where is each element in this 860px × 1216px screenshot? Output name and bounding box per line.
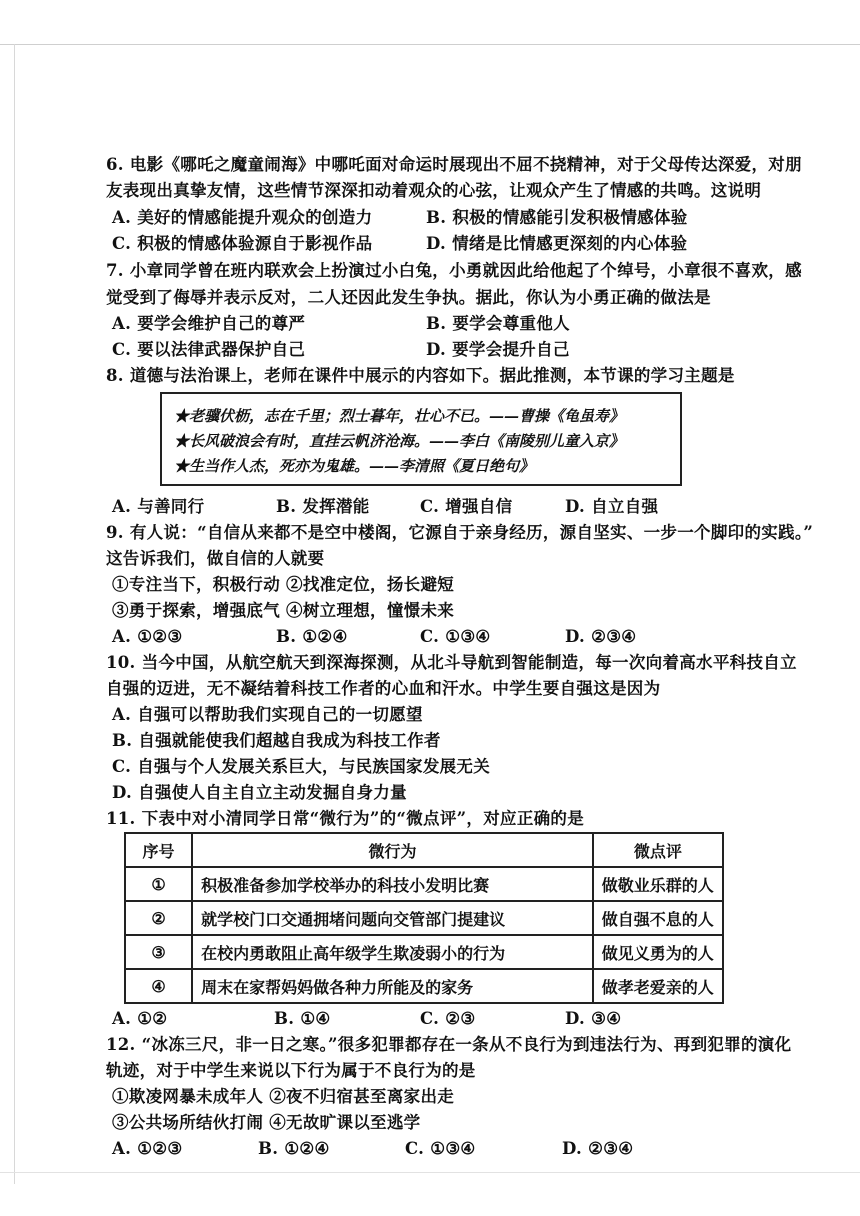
q9-option-d: D. ②③④ [565,627,637,646]
table-cell-comment: 做自强不息的人 [593,901,723,935]
table-cell-behavior: 周末在家帮妈妈做各种力所能及的家务 [192,969,593,1003]
q11-stem: 11. 下表中对小清同学日常“微行为”的“微点评”，对应正确的是 [106,809,585,828]
q12-option-b: B. ①②④ [258,1139,330,1158]
page-top-border [0,44,860,45]
q10-stem-line2: 自强的迈进，无不凝结着科技工作者的心血和汗水。中学生要自强这是因为 [106,679,661,698]
table-cell-behavior: 在校内勇敢阻止高年级学生欺凌弱小的行为 [192,935,593,969]
q10-option-d: D. 自强使人自主自立主动发掘自身力量 [112,783,407,802]
q12-stem-line2: 轨迹，对于中学生来说以下行为属于不良行为的是 [106,1061,476,1080]
table-header-row [125,833,723,867]
q10-option-a: A. 自强可以帮助我们实现自己的一切愿望 [112,705,423,724]
q7-option-b: B. 要学会尊重他人 [426,314,570,333]
q7-stem-line2: 觉受到了侮辱并表示反对，二人还因此发生争执。据此，你认为小勇正确的做法是 [106,288,711,307]
table-cell-index: ① [125,867,192,901]
q11-behavior-table [124,832,724,1004]
table-cell-comment: 做见义勇为的人 [593,935,723,969]
table-cell-comment: 做敬业乐群的人 [593,867,723,901]
table-row [125,901,723,935]
q8-quote-3: ★生当作人杰，死亦为鬼雄。——李清照《夏日绝句》 [174,457,535,475]
table-cell-index: ③ [125,935,192,969]
page-left-border [14,44,15,1184]
q12-option-a: A. ①②③ [112,1139,183,1158]
q10-option-b: B. 自强就能使我们超越自我成为科技工作者 [112,731,441,750]
q7-stem-line1: 7. 小章同学曾在班内联欢会上扮演过小白兔，小勇就因此给他起了个绰号，小章很不喜欢，感 [106,261,802,280]
q8-stem: 8. 道德与法治课上，老师在课件中展示的内容如下。据此推测，本节课的学习主题是 [106,366,735,385]
page-bottom-border [0,1172,860,1173]
q6-option-c: C. 积极的情感体验源自于影视作品 [112,234,373,253]
q6-option-b: B. 积极的情感能引发积极情感体验 [426,208,688,227]
table-header-behavior: 微行为 [192,833,593,867]
q9-stem-line1: 9. 有人说：“自信从来都不是空中楼阁，它源自于亲身经历，源自坚实、一步一个脚印的实践。” [106,523,814,542]
q9-stem-line2: 这告诉我们，做自信的人就要 [106,549,325,568]
q8-option-d: D. 自立自强 [565,497,659,516]
q10-stem-line1: 10. 当今中国，从航空航天到深海探测，从北斗导航到智能制造，每一次向着高水平科技自立 [106,653,797,672]
q11-option-a: A. ①② [112,1009,168,1028]
q6-stem-line2: 友表现出真挚友情，这些情节深深扣动着观众的心弦，让观众产生了情感的共鸣。这说明 [106,181,762,200]
q6-stem-line1: 6. 电影《哪吒之魔童闹海》中哪吒面对命运时展现出不屈不挠精神，对于父母传达深爱，对朋 [106,155,802,174]
q8-option-c: C. 增强自信 [420,497,513,516]
q9-items-line1: ①专注当下，积极行动 ②找准定位，扬长避短 [112,575,455,594]
q7-option-a: A. 要学会维护自己的尊严 [112,314,306,333]
table-header-index: 序号 [125,833,192,867]
table-row [125,969,723,1003]
q12-option-d: D. ②③④ [562,1139,634,1158]
q9-option-b: B. ①②④ [276,627,348,646]
q8-option-a: A. 与善同行 [112,497,205,516]
q12-option-c: C. ①③④ [405,1139,476,1158]
q11-option-b: B. ①④ [274,1009,331,1028]
q8-option-b: B. 发挥潜能 [276,497,370,516]
table-cell-comment: 做孝老爱亲的人 [593,969,723,1003]
q11-option-d: D. ③④ [565,1009,622,1028]
table-row [125,867,723,901]
q8-quote-box [160,392,682,486]
q7-option-c: C. 要以法律武器保护自己 [112,340,306,359]
table-cell-index: ④ [125,969,192,1003]
table-cell-index: ② [125,901,192,935]
table-header-comment: 微点评 [593,833,723,867]
q7-option-d: D. 要学会提升自己 [426,340,570,359]
q12-items-line1: ①欺凌网暴未成年人 ②夜不归宿甚至离家出走 [112,1087,455,1106]
table-cell-behavior: 积极准备参加学校举办的科技小发明比赛 [192,867,593,901]
q10-option-c: C. 自强与个人发展关系巨大，与民族国家发展无关 [112,757,491,776]
q9-items-line2: ③勇于探索，增强底气 ④树立理想，憧憬未来 [112,601,455,620]
q8-quote-1: ★老骥伏枥，志在千里；烈士暮年，壮心不已。——曹操《龟虽寿》 [174,407,625,425]
q8-quote-2: ★长风破浪会有时，直挂云帆济沧海。——李白《南陵别儿童入京》 [174,432,625,450]
table-cell-behavior: 就学校门口交通拥堵问题向交管部门提建议 [192,901,593,935]
q12-stem-line1: 12. “冰冻三尺，非一日之寒。”很多犯罪都存在一条从不良行为到违法行为、再到犯罪的演化 [106,1035,792,1054]
q6-option-d: D. 情绪是比情感更深刻的内心体验 [426,234,688,253]
table-row [125,935,723,969]
q9-option-a: A. ①②③ [112,627,183,646]
q12-items-line2: ③公共场所结伙打闹 ④无故旷课以至逃学 [112,1113,421,1132]
q9-option-c: C. ①③④ [420,627,491,646]
q11-option-c: C. ②③ [420,1009,476,1028]
q6-option-a: A. 美好的情感能提升观众的创造力 [112,208,373,227]
